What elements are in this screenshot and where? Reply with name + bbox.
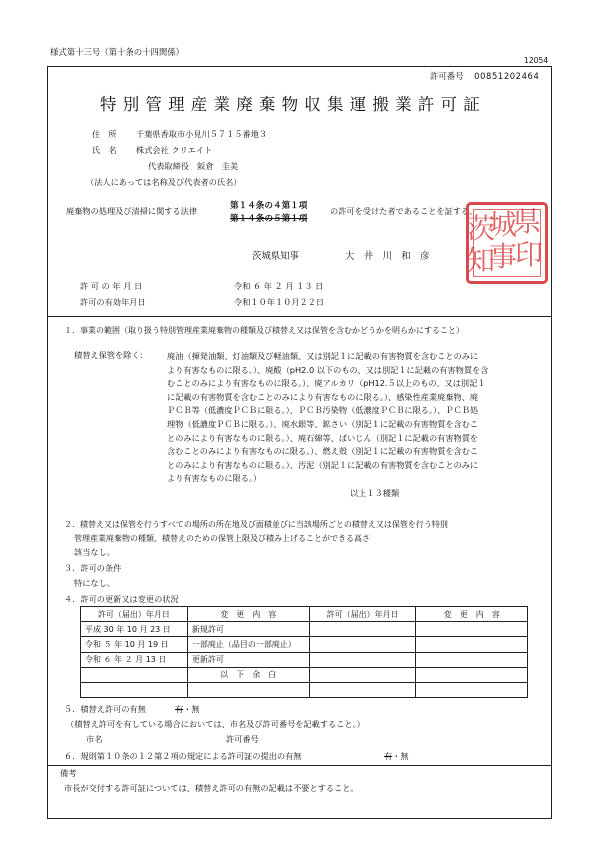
- history-header: 許可（届出）年月日: [81, 607, 188, 622]
- permit-number-value: 00851202464: [474, 71, 540, 81]
- history-cell: [309, 652, 416, 667]
- history-cell: 新規許可: [187, 622, 309, 637]
- section1-title: １．事業の範囲（取り扱う特別管理産業廃棄物の種類及び積替え又は保管を含むかどうかを明らかにすること）: [64, 326, 464, 335]
- form-number: 様式第十三号（第十条の十四関係）: [50, 47, 184, 57]
- waste-line: 含むことのみにより有害なものに限る。）、燃え殻（別記１に記載の有害物質を含むこ: [167, 446, 479, 457]
- section1-lead: 積替え保管を除く：: [74, 350, 148, 360]
- history-cell: [416, 667, 528, 682]
- section5-permit-label: 許可番号: [226, 734, 259, 744]
- history-cell: 更新許可: [187, 652, 309, 667]
- history-cell: [416, 637, 528, 652]
- remarks-text: 市長が交付する許可証については、積替え許可の有無の記載は不要とすること。: [64, 783, 359, 793]
- option-separator: ・: [183, 704, 192, 714]
- company-name: 株式会社 クリエイト: [136, 145, 213, 155]
- history-table: [80, 606, 528, 698]
- history-cell: [416, 652, 528, 667]
- seal-char: 印: [515, 238, 544, 271]
- section-divider: [47, 316, 552, 317]
- waste-line: むことのみにより有害なものに限る。）、廃アルカリ（pH12.５以上のもの、又は別記１: [167, 378, 486, 389]
- seal-char: 城: [489, 208, 518, 241]
- section5-title: ５．積替え許可の有無: [64, 704, 146, 714]
- address-label: 住 所: [92, 129, 117, 139]
- history-cell: [309, 637, 416, 652]
- section2-title-2: 管理産業廃棄物の種類、積替えのための保管上限及び積み上げることができる高さ: [74, 534, 370, 543]
- law-statement: [66, 206, 197, 217]
- seal-char: 知: [467, 244, 496, 277]
- history-cell: [416, 622, 528, 637]
- name-label: 氏 名: [92, 145, 117, 155]
- governor-name: 大 井 川 和 彦: [345, 251, 430, 262]
- law-article-struck: 第１４条の５第１項: [230, 214, 308, 224]
- history-cell: [81, 667, 188, 682]
- permit-number: [430, 70, 539, 82]
- history-cell: [416, 682, 528, 697]
- table-row: [81, 652, 528, 667]
- waste-line: ＰＣＢ等（低濃度ＰＣＢに限る。）、ＰＣＢ汚染物（低濃度ＰＣＢに限る。）、ＰＣＢ処: [167, 405, 479, 416]
- waste-line: より有害なものに限る。）、廃酸（pH2.0 以下のもの、又は別記１に記載の有害物質を含: [167, 364, 489, 375]
- permit-number-label: 許可番号: [430, 71, 464, 81]
- section5-note: （積替え許可を有している場合においては、市名及び許可番号を記載すること。）: [66, 719, 365, 729]
- expiry-date: 令和１０年１０月２２日: [234, 297, 325, 307]
- waste-line: とのみにより有害なものに限る。）、廃石綿等、ばいじん（別記１に記載の有害物質を: [167, 432, 479, 443]
- history-header-row: [81, 607, 528, 622]
- expiry-label: 許可の有効年月日: [80, 297, 146, 307]
- section6-title: ６．規則第１０条の１２第２項の規定による許可証の提出の有無: [64, 751, 302, 761]
- section4-title: ４．許可の更新又は変更の状況: [64, 594, 179, 604]
- representative: 代表取締役 阪倉 圭美: [148, 161, 239, 171]
- remarks-divider: [47, 765, 552, 766]
- law-name: 廃棄物の処理及び清掃に関する法律: [66, 206, 198, 216]
- waste-line: 廃油（揮発油類、灯油類及び軽油類、又は別記１に記載の有害物質を含むことのみに: [167, 351, 479, 361]
- table-row: [81, 667, 528, 682]
- remarks-title: 備考: [60, 768, 77, 778]
- section3-value: 特になし。: [74, 578, 115, 588]
- waste-line: とのみにより有害なものに限る。）、汚泥（別記１に記載の有害物質を含むことのみに: [167, 459, 479, 470]
- history-cell: [309, 682, 416, 697]
- history-cell: [81, 682, 188, 697]
- option-selected: 無: [400, 751, 409, 761]
- history-cell: 令和 ５ 年 10 月 19 日: [81, 637, 188, 652]
- history-cell: [187, 682, 309, 697]
- history-cell: 令和 ６ 年 ２ 月 13 日: [81, 652, 188, 667]
- law-article-valid: 第１４条の４第１項: [230, 201, 308, 211]
- section1-waste-list: [167, 350, 549, 486]
- section2-title-1: ２．積替え又は保管を行うすべての場所の所在地及び面積並びに当該場所ごとの積替え又は保管を行う特別: [64, 520, 448, 529]
- history-cell: 平成 30 年 10 月 23 日: [81, 622, 188, 637]
- address-value: 千葉県香取市小見川５７１５番地３: [136, 129, 268, 139]
- waste-line: 理物（低濃度ＰＣＢに限る。）、廃水銀等、鉱さい（別記１に記載の有害物質を含むこ: [167, 418, 479, 429]
- seal-char: 茨: [467, 212, 496, 245]
- document-code: 12054: [524, 56, 549, 65]
- page-title: 特別管理産業廃棄物収集運搬業許可証: [100, 95, 486, 114]
- law-suffix: の許可を受けた者であることを証する。: [330, 206, 478, 216]
- section2-value: 該当なし。: [74, 547, 115, 557]
- history-header: 変 更 内 容: [187, 607, 309, 622]
- option-struck: 有: [175, 704, 184, 714]
- section6-options: [384, 751, 409, 762]
- waste-line: より有害なものに限る。）: [167, 473, 262, 484]
- seal-char: 県: [513, 205, 542, 238]
- governor-title: 茨城県知事: [252, 251, 299, 262]
- history-cell: [309, 667, 416, 682]
- section5-options: [175, 704, 200, 715]
- option-selected: 無: [191, 704, 200, 714]
- history-header: 許可（届出）年月日: [309, 607, 416, 622]
- waste-line: に記載の有害物質を含むことのみにより有害なものに限る。）、感染性産業廃棄物、廃: [167, 391, 479, 402]
- name-note: （法人にあっては名称及び代表者の氏名）: [86, 177, 242, 187]
- table-row: [81, 637, 528, 652]
- history-cell: [309, 622, 416, 637]
- history-cell: 一部廃止（品目の一部廃止）: [187, 637, 309, 652]
- history-cell: 以 下 余 白: [187, 667, 309, 682]
- permit-date: 令和 ６ 年 ２ 月 １３ 日: [234, 281, 324, 291]
- section5-city-label: 市名: [86, 734, 103, 744]
- option-struck: 有: [384, 751, 393, 761]
- section3-title: ３．許可の条件: [64, 563, 122, 573]
- option-separator: ・: [392, 751, 401, 761]
- seal-char: 事: [489, 240, 518, 273]
- history-header: 変 更 内 容: [416, 607, 528, 622]
- governor-seal: [466, 202, 548, 284]
- table-row: [81, 622, 528, 637]
- section1-total: 以上１３種類: [350, 488, 400, 498]
- table-row: [81, 682, 528, 697]
- permit-date-label: 許 可 の 年 月 日: [80, 281, 143, 291]
